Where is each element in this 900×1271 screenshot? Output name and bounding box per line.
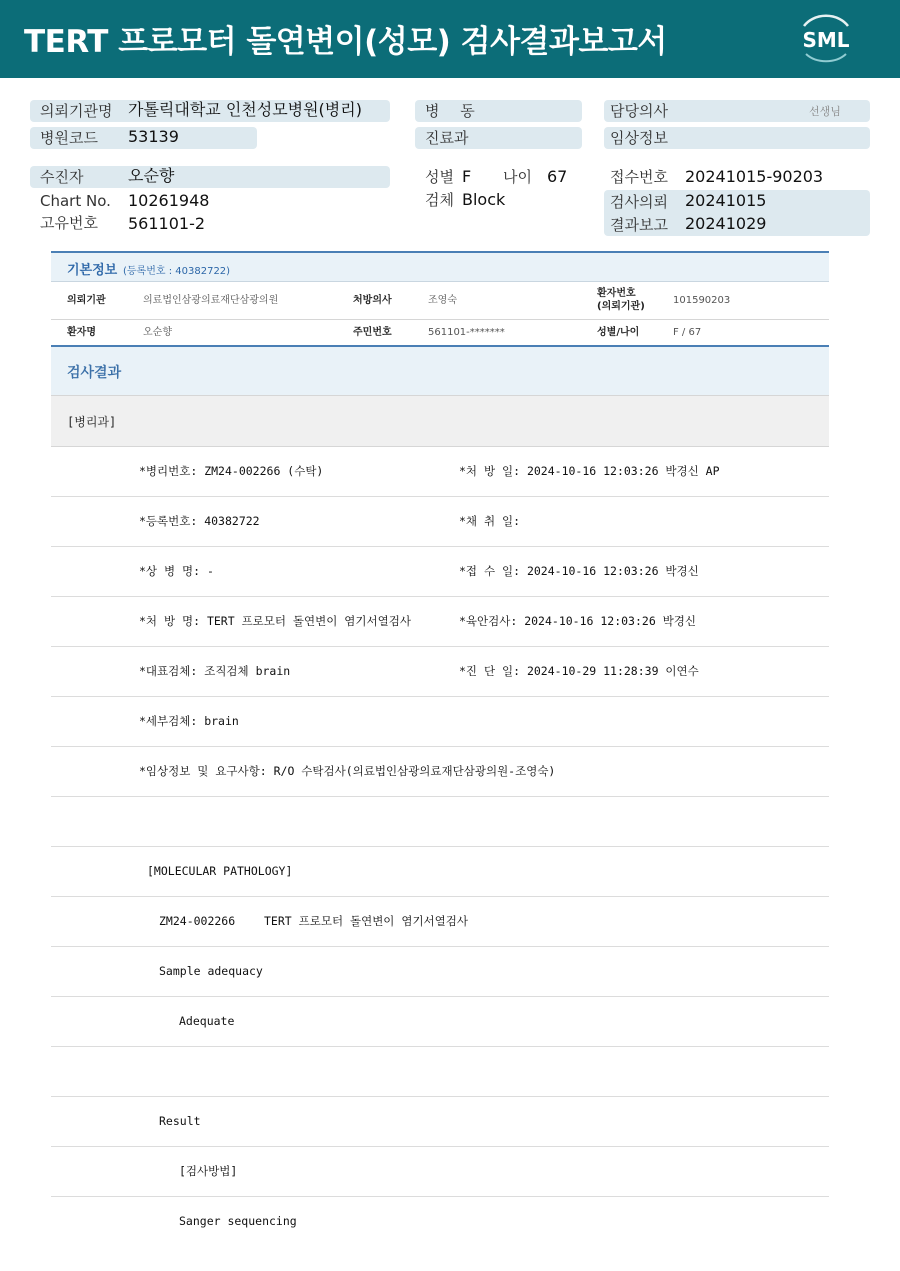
- info-value: 의료법인삼광의료재단삼광의원: [143, 295, 279, 306]
- age-label: 나이: [503, 168, 532, 186]
- table-row: [51, 997, 829, 1047]
- info-value: F / 67: [673, 327, 702, 338]
- info-key: 처방의사: [353, 295, 392, 306]
- report-title: TERT 프로모터 돌연변이(성모) 검사결과보고서: [24, 24, 667, 60]
- specimen-label: 검체: [425, 191, 454, 209]
- institution-value: 가톨릭대학교 인천성모병원(병리): [128, 100, 362, 119]
- basic-info-reg-note: (등록번호 : 40382722): [123, 266, 231, 277]
- result-right: *육안검사: 2024-10-16 12:03:26 박경신: [459, 614, 697, 628]
- test-request-value: 20241015: [685, 191, 767, 210]
- patient-label: 수진자: [40, 168, 84, 186]
- results-header: [51, 345, 829, 396]
- receipt-no-value: 20241015-90203: [685, 167, 824, 186]
- department-row: [51, 396, 829, 447]
- method-value: Sanger sequencing: [179, 1214, 297, 1228]
- sex-value: F: [462, 167, 472, 186]
- doctor-suffix: 선생님: [809, 105, 841, 118]
- result-left: *임상정보 및 요구사항: R/O 수탁검사(의료법인삼광의료재단삼광의원-조영숙): [139, 764, 556, 778]
- results-title: 검사결과: [67, 365, 122, 381]
- table-row: [51, 847, 829, 897]
- result-right: *처 방 일: 2024-10-16 12:03:26 박경신 AP: [459, 464, 720, 478]
- table-row: [51, 597, 829, 647]
- basic-info-row: [51, 320, 829, 345]
- unique-no-label: 고유번호: [40, 214, 98, 232]
- adequacy-value: Adequate: [179, 1014, 235, 1028]
- unique-no-value: 561101-2: [128, 214, 206, 233]
- result-left: *상 병 명: -: [139, 564, 214, 578]
- table-row: [51, 497, 829, 547]
- hospital-code-label: 병원코드: [40, 129, 98, 147]
- info-key: 주민번호: [353, 327, 392, 338]
- info-value: 561101-*******: [428, 327, 505, 338]
- info-key: (의뢰기관): [597, 301, 645, 312]
- blank-row: [51, 1047, 829, 1097]
- chart-no-label: Chart No.: [40, 192, 111, 210]
- molecular-id-code: ZM24-002266: [159, 914, 236, 928]
- ward-label: 병 동: [425, 102, 483, 120]
- info-key: 성별/나이: [597, 327, 640, 338]
- result-left: *병리번호: ZM24-002266 (수탁): [139, 464, 324, 478]
- info-value: 101590203: [673, 295, 731, 306]
- age-value: 67: [547, 167, 568, 186]
- department-label: 진료과: [425, 129, 469, 147]
- info-key: 의뢰기관: [67, 295, 106, 306]
- header-banner: [0, 0, 900, 78]
- clinical-info-label: 임상정보: [610, 129, 668, 147]
- table-row: [51, 697, 829, 747]
- table-row: [51, 747, 829, 797]
- doctor-label: 담당의사: [610, 102, 668, 120]
- department-text: [병리과]: [67, 415, 117, 429]
- basic-info-title: 기본정보: [67, 263, 118, 278]
- info-key: 환자번호: [597, 288, 636, 299]
- result-report-label: 결과보고: [610, 216, 668, 234]
- result-left: *등록번호: 40382722: [139, 514, 260, 528]
- receipt-no-label: 접수번호: [610, 168, 668, 186]
- patient-value: 오순향: [128, 166, 175, 185]
- sml-logo: [796, 12, 856, 66]
- svg-text:SML: SML: [802, 28, 850, 52]
- result-left: *처 방 명: TERT 프로모터 돌연변이 염기서열검사: [139, 614, 411, 628]
- info-value: 조영숙: [428, 295, 457, 306]
- result-right: *채 취 일:: [459, 514, 521, 528]
- info-value: 오순향: [143, 327, 172, 338]
- basic-info-row: [51, 282, 829, 320]
- molecular-id-test: TERT 프로모터 돌연변이 염기서열검사: [264, 914, 468, 928]
- result-report-value: 20241029: [685, 214, 767, 233]
- table-row: [51, 447, 829, 497]
- blank-row: [51, 797, 829, 847]
- result-right: *진 단 일: 2024-10-29 11:28:39 이연수: [459, 664, 699, 678]
- sex-label: 성별: [425, 168, 454, 186]
- method-label: [검사방법]: [179, 1164, 238, 1178]
- table-row: [51, 1197, 829, 1246]
- molecular-heading: [MOLECULAR PATHOLOGY]: [147, 864, 293, 878]
- adequacy-label: Sample adequacy: [159, 964, 263, 978]
- patient-bar: [30, 166, 390, 188]
- table-row: [51, 1097, 829, 1147]
- table-row: [51, 547, 829, 597]
- result-left: *대표검체: 조직검체 brain: [139, 664, 291, 678]
- basic-info-header: [51, 251, 829, 282]
- chart-no-value: 10261948: [128, 191, 210, 210]
- embedded-report: [51, 251, 829, 1246]
- table-row: [51, 1147, 829, 1197]
- table-row: [51, 647, 829, 697]
- hospital-code-value: 53139: [128, 127, 179, 146]
- info-key: 환자명: [67, 327, 96, 338]
- table-row: [51, 947, 829, 997]
- result-right: *접 수 일: 2024-10-16 12:03:26 박경신: [459, 564, 699, 578]
- test-request-label: 검사의뢰: [610, 193, 668, 211]
- table-row: [51, 897, 829, 947]
- institution-label: 의뢰기관명: [40, 102, 113, 120]
- result-label: Result: [159, 1114, 201, 1128]
- result-left: *세부검체: brain: [139, 714, 239, 728]
- specimen-value: Block: [462, 190, 506, 209]
